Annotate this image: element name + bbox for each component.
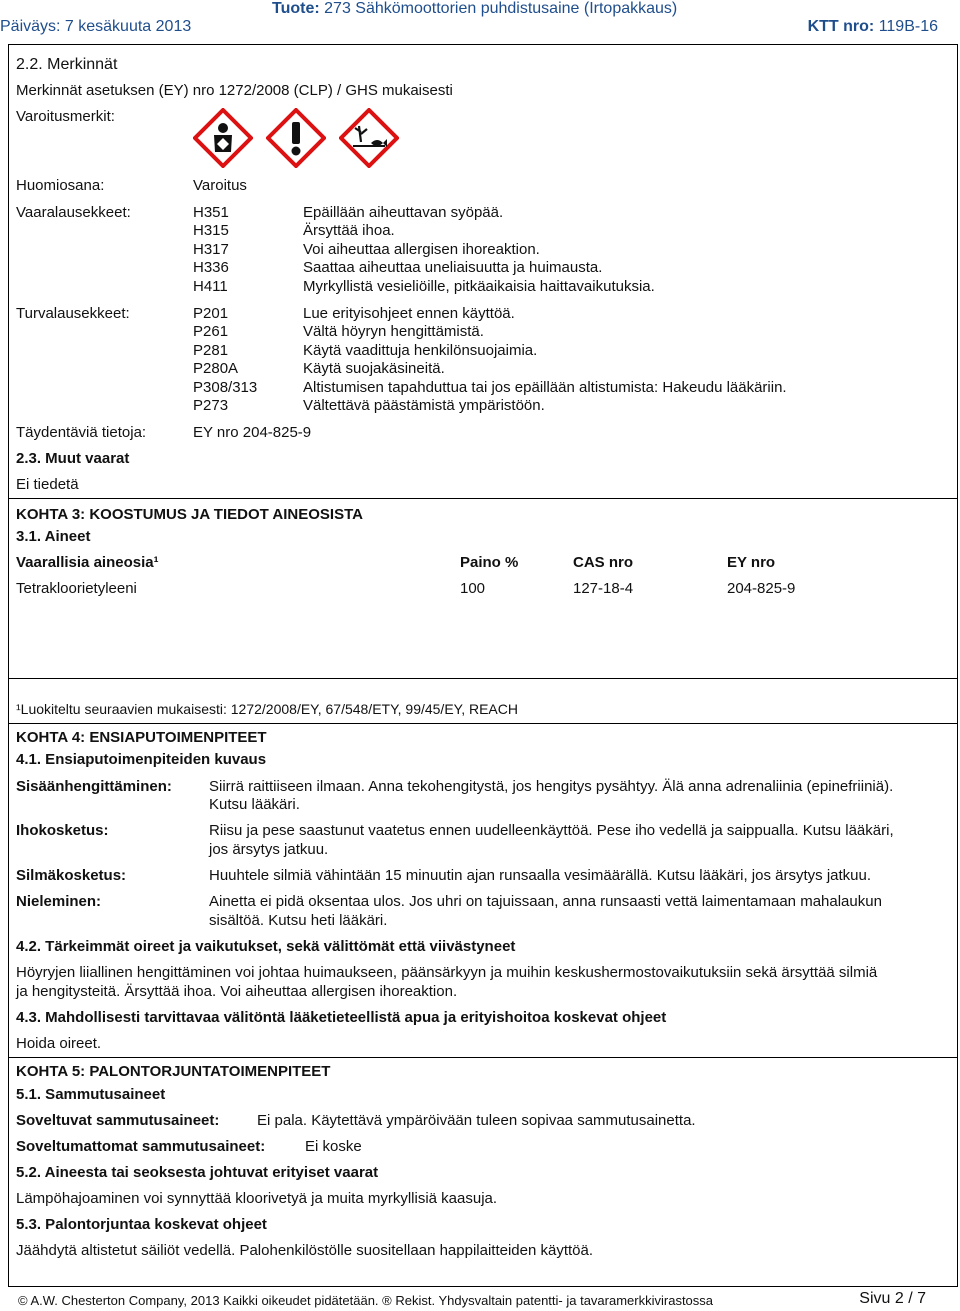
section-3-rule [8, 498, 958, 499]
precaution-text: Käytä suojakäsineitä. [303, 360, 445, 377]
precaution-code: P201 [193, 305, 229, 322]
section-2-3-title: 2.3. Muut vaarat [16, 450, 130, 467]
supplementary-label: Täydentäviä tietoja: [16, 424, 147, 441]
column-header: Vaarallisia aineosia¹ [16, 554, 159, 571]
suitable-media-label: Soveltuvat sammutusaineet: [16, 1112, 220, 1129]
column-header: EY nro [727, 554, 776, 571]
signal-word: Varoitus [193, 177, 247, 194]
hazard-code: H315 [193, 222, 229, 239]
classification-footnote: ¹Luokiteltu seuraavien mukaisesti: 1272/2008/EY, 67/548/ETY, 99/45/EY, REACH [16, 701, 518, 717]
section-5-3-title: 5.3. Palontorjuntaa koskevat ohjeet [16, 1216, 267, 1233]
first-aid-label: Sisäänhengittäminen: [16, 778, 172, 795]
section-5-1-title: 5.1. Sammutusaineet [16, 1086, 166, 1103]
precaution-code: P308/313 [193, 379, 258, 396]
section-5-rule [8, 1057, 958, 1058]
section-4-1-title: 4.1. Ensiaputoimenpiteiden kuvaus [16, 751, 267, 768]
precaution-text: Lue erityisohjeet ennen käyttöä. [303, 305, 515, 322]
precaution-code: P261 [193, 323, 229, 340]
precaution-code: P273 [193, 397, 229, 414]
pictograms-label: Varoitusmerkit: [16, 108, 115, 125]
section-4-2-title: 4.2. Tärkeimmät oireet ja vaikutukset, sekä välittömät että viivästyneet [16, 938, 516, 955]
hazard-text: Voi aiheuttaa allergisen ihoreaktion. [303, 241, 540, 258]
first-aid-text: Kutsu lääkäri. [209, 796, 300, 813]
section-4-rule [8, 723, 958, 724]
section-2-2-title: 2.2. Merkinnät [16, 56, 118, 73]
section-4-title: KOHTA 4: ENSIAPUTOIMENPITEET [16, 729, 267, 746]
precaution-text: Altistumisen tapahduttua tai jos epäillään altistumista: Hakeudu lääkäriin. [303, 379, 787, 396]
column-header: CAS nro [573, 554, 633, 571]
column-header: Paino % [460, 554, 519, 571]
first-aid-label: Ihokosketus: [16, 822, 109, 839]
precaution-text: Käytä vaadittuja henkilönsuojaimia. [303, 342, 538, 359]
page-number: Sivu 2 / 7 [859, 1290, 926, 1307]
first-aid-text: sisältöä. Kutsu heti lääkäri. [209, 912, 388, 929]
product-header [272, 0, 677, 18]
date-header: Päiväys: 7 kesäkuuta 2013 [0, 18, 192, 35]
precaution-code: P281 [193, 342, 229, 359]
firefighter-advice-text: Jäähdytä altistetut säiliöt vedellä. Palohenkilöstölle suositellaan happilaitteiden käyttöä. [16, 1242, 594, 1259]
table-cell: Tetrakloorietyleeni [16, 580, 137, 597]
environment-icon [339, 108, 399, 168]
health-hazard-icon [193, 108, 253, 168]
treatment-text: Hoida oireet. [16, 1035, 102, 1052]
other-hazards-text: Ei tiedetä [16, 476, 79, 493]
ktt-number: 119B-16 [878, 18, 938, 35]
hazard-statements-label: Vaaralausekkeet: [16, 204, 131, 221]
unsuitable-media-label: Soveltumattomat sammutusaineet: [16, 1138, 266, 1155]
first-aid-text: Siirrä raittiiseen ilmaan. Anna tekohengitystä, jos hengitys pysähtyy. Älä anna adrenaliinia (epinefriiniä). [209, 778, 894, 795]
symptoms-text: ja hengitysteitä. Ärsyttää ihoa. Voi aiheuttaa allergisen ihoreaktion. [16, 983, 458, 1000]
first-aid-text: jos ärsytys jatkuu. [209, 841, 329, 858]
first-aid-text: Huuhtele silmiä vähintään 15 minuutin ajan runsaalla vesimäärällä. Kutsu lääkäri, jos ärsytys jatkuu. [209, 867, 872, 884]
section-4-3-title: 4.3. Mahdollisesti tarvittavaa välitöntä lääketieteellistä apua ja erityishoitoa koskevat ohjeet [16, 1009, 667, 1026]
hazard-text: Ärsyttää ihoa. [303, 222, 395, 239]
first-aid-label: Nieleminen: [16, 893, 102, 910]
section-3-1-title: 3.1. Aineet [16, 528, 91, 545]
first-aid-text: Riisu ja pese saastunut vaatetus ennen uudelleenkäyttöä. Pese iho vedellä ja saippualla. Kutsu lääkäri, [209, 822, 894, 839]
suitable-media-text: Ei pala. Käytettävä ympäröivään tuleen sopivaa sammutusainetta. [257, 1112, 696, 1129]
section-5-title: KOHTA 5: PALONTORJUNTATOIMENPITEET [16, 1063, 331, 1080]
precautionary-label: Turvalausekkeet: [16, 305, 130, 322]
table-cell: 204-825-9 [727, 580, 796, 597]
supplementary-value: EY nro 204-825-9 [193, 424, 312, 441]
product-label: Tuote: [272, 0, 320, 17]
first-aid-text: Ainetta ei pidä oksentaa ulos. Jos uhri on tajuissaan, anna runsaasti vettä laimentamaan mahalaukun [209, 893, 882, 910]
precaution-text: Vältä höyryn hengittämistä. [303, 323, 484, 340]
table-cell: 100 [460, 580, 486, 597]
hazard-code: H336 [193, 259, 229, 276]
hazard-text: Saattaa aiheuttaa uneliaisuutta ja huimausta. [303, 259, 603, 276]
first-aid-label: Silmäkosketus: [16, 867, 127, 884]
symptoms-text: Höyryjen liiallinen hengittäminen voi johtaa huimaukseen, päänsärkyyn ja muihin keskushermostovaikutuksiin sekä ärsyttää silmiä [16, 964, 878, 981]
exclamation-icon [266, 108, 326, 168]
section-3-title: KOHTA 3: KOOSTUMUS JA TIEDOT AINEOSISTA [16, 506, 363, 523]
clp-subtitle: Merkinnät asetuksen (EY) nro 1272/2008 (CLP) / GHS mukaisesti [16, 82, 453, 99]
unsuitable-media-text: Ei koske [305, 1138, 362, 1155]
ktt-label: KTT nro: [807, 18, 875, 35]
product-name: 273 Sähkömoottorien puhdistusaine (Irtopakkaus) [324, 0, 678, 17]
table-cell: 127-18-4 [573, 580, 634, 597]
hazard-text: Epäillään aiheuttavan syöpää. [303, 204, 504, 221]
section-5-2-title: 5.2. Aineesta tai seoksesta johtuvat erityiset vaarat [16, 1164, 379, 1181]
special-hazards-text: Lämpöhajoaminen voi synnyttää kloorivetyä ja muita myrkyllisiä kaasuja. [16, 1190, 498, 1207]
ktt-header [808, 18, 938, 36]
hazard-text: Myrkyllistä vesieliöille, pitkäaikaisia haittavaikutuksia. [303, 278, 655, 295]
hazard-code: H411 [193, 278, 228, 295]
signal-word-label: Huomiosana: [16, 177, 105, 194]
precaution-text: Vältettävä päästämistä ympäristöön. [303, 397, 545, 414]
precaution-code: P280A [193, 360, 239, 377]
copyright-footer: © A.W. Chesterton Company, 2013 Kaikki oikeudet pidätetään. ® Rekist. Yhdysvaltain patentti- ja tavaramerkkivirastossa [18, 1293, 714, 1308]
hazard-code: H351 [193, 204, 229, 221]
hazard-code: H317 [193, 241, 229, 258]
